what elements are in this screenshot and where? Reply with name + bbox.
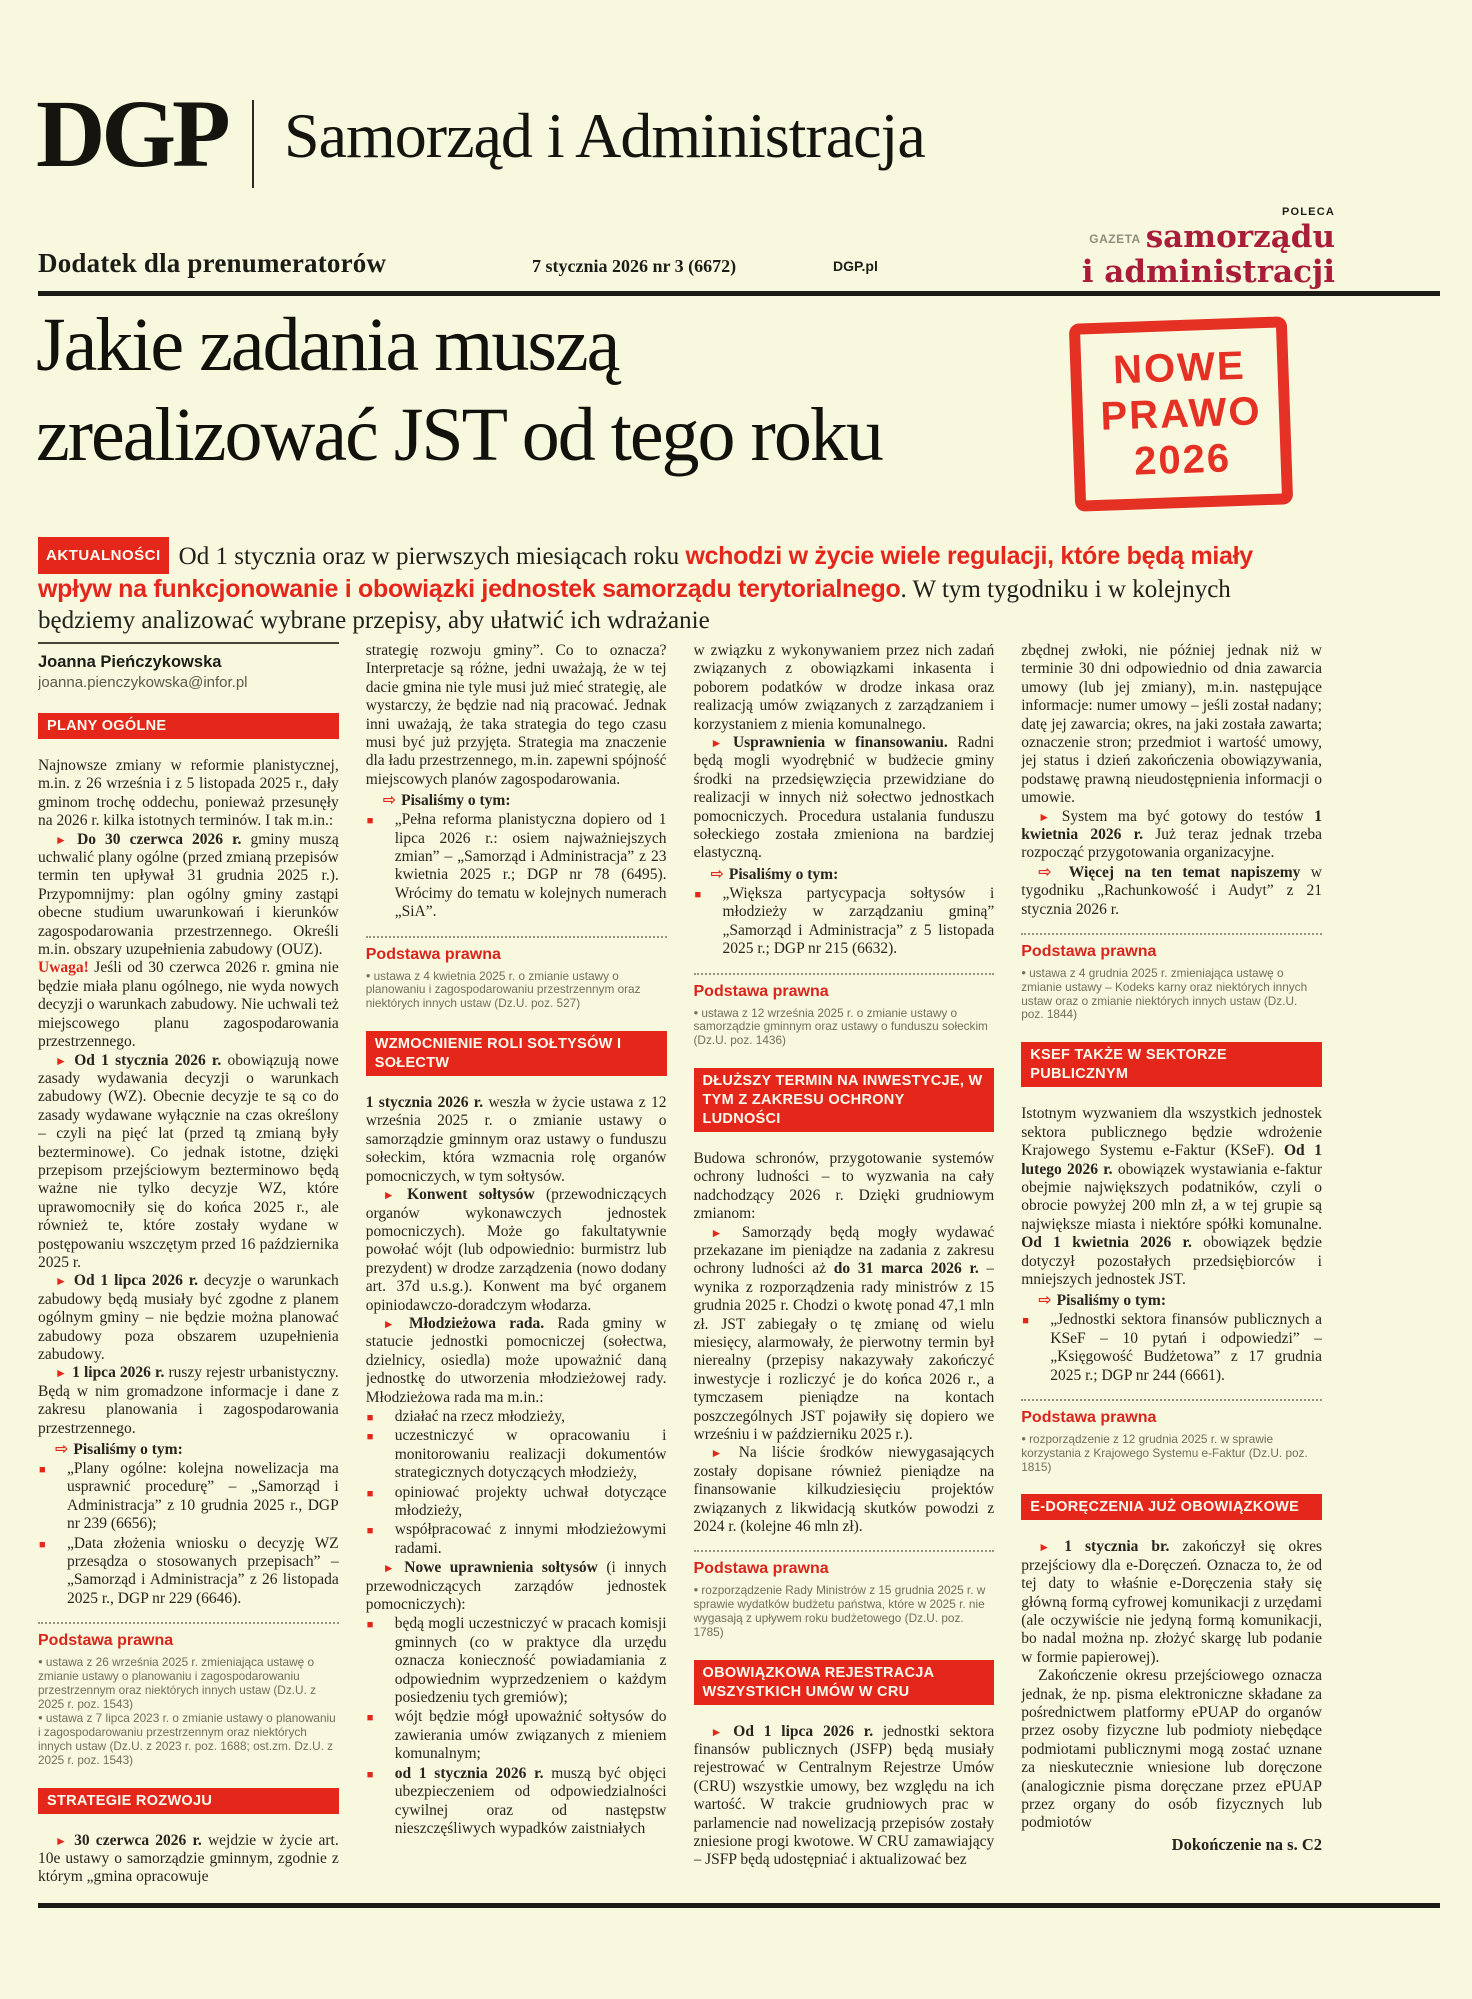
text-run: Już teraz jednak trzeba rozpocząć przygotowania organizacyjne. (1021, 826, 1322, 862)
text-run: Jeśli od 30 czerwca 2026 r. gmina nie będzie miała planu ogólnego, nie wyda nowych decyzji o warunkach zabudowy. Nie uchwali też miejscowego planu zagospodarowania przestrzennego. (38, 959, 339, 1051)
article-columns (38, 642, 1322, 1900)
pisalismy-label: Pisaliśmy o tym: (1056, 1292, 1167, 1310)
list-item (366, 1427, 667, 1482)
text-run: wejdzie w życie art. 10e ustawy o samorządzie gminnym, zgodnie z którym „gmina opracowuje (38, 1831, 339, 1886)
legal-basis-title: Podstawa prawna (693, 982, 829, 1000)
paragraph (694, 1444, 995, 1536)
legal-basis-block (694, 973, 995, 1048)
arrow-right-icon: ⇨ (1038, 861, 1064, 881)
bold-text: do 31 marca 2026 r. (833, 1260, 979, 1278)
legal-basis-title: Podstawa prawna (1021, 943, 1157, 961)
paragraph (1021, 1538, 1322, 1667)
square-bullet-icon: ■ (366, 1619, 374, 1632)
legal-basis-title: Podstawa prawna (38, 1632, 174, 1650)
text-run: strategię rozwoju gminy”. Co to oznacza? Interpretacje są różne, jedni uważają, że w tej dacie gmina nie tyle musi już mieć strategię, ale wystarczy, że będzie nad nią pracować. Jednak inni uważają, że taka strategia do tego czasu musi być już przyjęta. Strategia ma znaczenie dla ładu przestrzennego, m.in. zapewni spójność miejscowych planów zagospodarowania. (365, 642, 667, 788)
lead-text (38, 543, 1253, 634)
reference-text (395, 811, 667, 920)
legal-basis-items (366, 969, 667, 1011)
paragraph (38, 1052, 339, 1273)
text-run: Zakończenie okresu przejściowego oznacza jednak, że np. pisma elektroniczne składane za pośrednictwem platformy ePUAP do organów przez osoby fizyczne lub podmioty niebędące podmiotami publicznymi mogą zostać uznane za nieskutecznie wniesione lub doręczone (analogicznie pisma doręczane przez ePUAP przez organy do osób fizycznych lub podmiotów (1021, 1667, 1322, 1832)
paragraph (38, 1364, 339, 1438)
text-run: Radni będą mogli wyodrębnić w budżecie gminy środki na przedsięwzięcia przewidziane do realizacji w innych niż sołectwo jednostkach pomocniczych. Procedura ustalania funduszu sołeckiego została zmieniona na bardziej elastyczną. (693, 734, 995, 862)
bold-text: Nowe uprawnienia sołtysów (404, 1559, 598, 1577)
author-name: Joanna Pieńczykowska (38, 653, 222, 671)
list-item (366, 1484, 667, 1521)
triangle-bullet-icon: ► (55, 1833, 75, 1848)
text-run: Istotnym wyzwaniem dla wszystkich jednostek sektora publicznego będzie wdrożenie Krajowego Systemu e-Faktur (KSeF). (1021, 1105, 1322, 1160)
stamp-line3: 2026 (1133, 436, 1232, 484)
text-run: (przewodniczących organów wykonawczych jednostek pomocniczych). Może go fakultatywnie powołać wójt (lub odpowiednio: burmistrz lub prezydent) w drodze zarządzenia (nowo dodany art. 37d u.s.g.). Konwent ma być organem opiniodawczo-doradczym włodarza. (365, 1186, 667, 1314)
text-run: w związku z wykonywaniem przez nich zadań związanych z obowiązkami inkasenta i poborem podatków w drodze inkasa oraz realizacją umów związanych z zarządzaniem i korzystaniem z mienia komunalnego. (693, 642, 995, 733)
text-run: „Większa partycypacja sołtysów i młodzieży w zarządzaniu gminą” „Samorząd i Administracja” z 5 listopada 2025 r.; DGP nr 215 (6632). (722, 884, 995, 958)
bold-text: Od 1 stycznia 2026 r. (74, 1051, 222, 1069)
list-item-text (395, 1765, 667, 1837)
legal-basis-items (1021, 1432, 1322, 1474)
gazeta-word: GAZETA (1089, 232, 1141, 246)
text-run: muszą być objęci ubezpieczeniem od odpowiedzialności cywilnej oraz od następstw nieszczęśliwych wypadków zaistniałych (394, 1764, 667, 1837)
aktualnosci-badge: AKTUALNOŚCI (38, 537, 169, 574)
paragraph (694, 734, 995, 863)
triangle-bullet-icon: ► (1038, 809, 1062, 824)
column-3 (694, 642, 995, 1900)
text-run: „Plany ogólne: kolejna nowelizacja ma usprawnić procedurę” – „Samorząd i Administracja” z 10 grudnia 2025 r., DGP nr 239 (6656); (67, 1460, 339, 1533)
triangle-bullet-icon: ► (382, 1316, 410, 1331)
paragraph (694, 1723, 995, 1870)
dot-bullet-icon: ● (693, 1585, 699, 1595)
triangle-bullet-icon: ► (710, 1724, 734, 1739)
section-header-strategie-rozwoju: STRATEGIE ROZWOJU (38, 1788, 339, 1814)
text-run: „Data złożenia wniosku o decyzję WZ przesądza o stosowanych przepisach” – „Samorząd i Administracja” z 26 listopada 2025 r., DGP nr 229 (6646). (67, 1534, 339, 1607)
red-bold-text: Uwaga! (38, 959, 89, 977)
dgp-logo: DGP (36, 80, 227, 187)
arrow-right-icon: ⇨ (382, 790, 397, 810)
list-item (366, 1408, 667, 1426)
text-run: obowiązek będzie dotyczył pozostałych przedsiębiorców i mniejszych jednostek JST. (1021, 1234, 1322, 1288)
legal-basis-title: Podstawa prawna (693, 1560, 829, 1578)
masthead-divider (252, 100, 254, 188)
square-bullet-icon: ■ (366, 1431, 374, 1444)
section-header-ksef: KSEF TAKŻE W SEKTORZE PUBLICZNYM (1021, 1042, 1322, 1087)
triangle-bullet-icon: ► (55, 832, 78, 847)
text-run: Samorządy będą mogły wydawać przekazane im pieniądze na zadania z zakresu ochrony ludności aż (693, 1223, 995, 1278)
reference-text (67, 1535, 339, 1607)
logo-line1: samorządu (1145, 219, 1335, 255)
dot-bullet-icon: ● (693, 1007, 699, 1017)
legal-basis-block (38, 1622, 339, 1767)
text-run: opiniować projekty uchwał dotyczące młodzieży, (394, 1483, 667, 1520)
pisalismy-label: Pisaliśmy o tym: (73, 1441, 183, 1459)
list-item (366, 1765, 667, 1839)
paragraph (366, 642, 667, 789)
pisalismy-heading (1038, 1290, 1322, 1310)
pisalismy-label: Pisaliśmy o tym: (728, 865, 839, 883)
text-run: weszła w życie ustawa z 12 września 2025 r. o zmianie ustawy o samorządzie gminnym oraz ustawy o funduszu sołeckim, która wzmacnia rolę organów pomocniczych, w tym sołtysów. (365, 1094, 667, 1185)
legal-basis-title: Podstawa prawna (365, 945, 501, 963)
legal-basis-block (366, 936, 667, 1011)
bottom-rule (38, 1903, 1440, 1908)
reference-item (1021, 1311, 1322, 1385)
paragraph (366, 1186, 667, 1315)
column-4 (1021, 642, 1322, 1900)
list-item-text (395, 1708, 667, 1762)
header-rule (38, 291, 1440, 296)
bold-text: 30 czerwca 2026 r. (74, 1831, 202, 1849)
legal-item: ● ustawa z 26 września 2025 r. zmieniająca ustawę o zmianie ustawy o planowaniu i zagospodarowaniu przestrzennym oraz niektórych innych ustaw (Dz.U. z 2025 r. poz. 1543) (38, 1655, 316, 1711)
list-item-text (395, 1521, 667, 1556)
text-run: ruszy rejestr urbanistyczny. Będą w nim gromadzone informacje i dane z zakresu planowania i zagospodarowania przestrzennego. (38, 1364, 339, 1437)
dot-bullet-icon: ● (38, 1713, 43, 1723)
legal-item: ● ustawa z 7 lipca 2023 r. o zmianie ustawy o planowaniu i zagospodarowaniu przestrzennym oraz niektórych innych ustaw (Dz.U. z 2023 r. poz. 1688; ost.zm. Dz.U. z 2025 r. poz. 1543) (38, 1711, 336, 1767)
arrow-right-icon: ⇨ (1038, 1290, 1052, 1310)
nowe-prawo-2026-stamp (1069, 316, 1293, 511)
bold-text: Do 30 czerwca 2026 r. (77, 830, 242, 848)
section-header-rejestracja-cru: OBOWIĄZKOWA REJESTRACJA WSZYSTKICH UMÓW W CRU (694, 1660, 995, 1705)
continuation-note: Dokończenie na s. C2 (1171, 1834, 1322, 1854)
headline-line1: Jakie zadania muszą (36, 303, 619, 387)
author-email[interactable]: joanna.pienczykowska@infor.pl (38, 674, 248, 691)
text-run: w tygodniku „Rachunkowość i Audyt” z 21 stycznia 2026 r. (1021, 863, 1322, 918)
text-run: (i innych przewodniczących zarządów jednostek pomocniczych): (365, 1559, 667, 1614)
bold-text: Od 1 kwietnia 2026 r. (1021, 1234, 1192, 1252)
column-2 (366, 642, 667, 1900)
paragraph (1021, 1105, 1322, 1289)
text-run: obowiązują nowe zasady wydawania decyzji o warunkach zabudowy (WZ). Obecnie decyzje te są co do zasady wydawane wyłącznie na czas określony – czyli na pięć lat (przed tą zmianą były bezterminowe). Co jednak istotne, dzięki przepisom przejściowym bezterminowo będą ważne nie tylko decyzje WZ, które uprawomocniły się do końca 2025 r., ale również te, które zostały wydane w postępowaniu wszczętym przed 16 października 2025 r. (38, 1051, 339, 1271)
list-item-text (395, 1615, 667, 1706)
reference-item (694, 885, 995, 959)
triangle-bullet-icon: ► (55, 1053, 75, 1068)
square-bullet-icon: ■ (366, 1487, 374, 1500)
text-run: współpracować z innymi młodzieżowymi radami. (394, 1521, 667, 1557)
square-bullet-icon: ■ (39, 1464, 46, 1477)
stamp-line1: NOWE (1112, 343, 1247, 393)
pisalismy-label: Pisaliśmy o tym: (401, 792, 511, 810)
bold-text: Młodzieżowa rada. (409, 1314, 545, 1332)
square-bullet-icon: ■ (694, 888, 702, 901)
bold-text: 1 stycznia br. (1064, 1538, 1170, 1556)
subscribers-supplement-label: Dodatek dla prenumeratorów (38, 248, 387, 278)
square-bullet-icon: ■ (366, 1712, 374, 1725)
text-run: System ma być gotowy do testów (1061, 807, 1315, 825)
list-item (366, 1521, 667, 1558)
paragraph (1021, 863, 1322, 919)
text-run: zakończył się okres przejściowy dla e-Doręczeń. Oznacza to, że od tej daty to właśnie e-Doręczenia stały się główną formą cyfrowej komunikacji z urzędami (ale oczywiście nie jedyną formą komunikacji, bo nadal można np. złożyć skargę lub podanie w formie papierowej). (1021, 1538, 1322, 1666)
text-run: zbędnej zwłoki, nie później jednak niż w terminie 30 dni odpowiednio od dnia zawarcia umowy (lub jej zmiany), m.in. następujące informacje: numer umowy – jeśli został nadany; datę jej zawarcia; okres, na jaki została zawarta; oznaczenie stron; przedmiot i wartość umowy, jej status i dzień zakończenia obowiązywania, podstawę prawną nieudostępnienia informacji o umowie. (1021, 642, 1322, 807)
triangle-bullet-icon: ► (55, 1366, 73, 1381)
text-run: wójt będzie mógł upoważnić sołtysów do zawierania umów związanych z mieniem komunalnym; (394, 1708, 667, 1763)
pisalismy-heading (711, 864, 995, 884)
paragraph (1021, 1667, 1322, 1833)
bold-text: Usprawnienia w finansowaniu. (732, 734, 948, 752)
paragraph (38, 757, 339, 831)
reference-item (38, 1460, 339, 1534)
square-bullet-icon: ■ (39, 1538, 46, 1551)
masthead-title: Samorząd i Administracja (284, 100, 925, 171)
text-run: Rada gminy w statucie jednostki pomocniczej (sołectwa, dzielnicy, osiedla) może upoważnić daną jednostkę do utworzenia młodzieżowej rady. Młodzieżowa rada ma m.in.: (365, 1314, 667, 1406)
subheader-row (38, 248, 1440, 288)
square-bullet-icon: ■ (1022, 1315, 1029, 1328)
section-header-edoreczenia: E-DORĘCZENIA JUŻ OBOWIĄZKOWE (1021, 1494, 1322, 1520)
paragraph (694, 642, 995, 734)
legal-item: ● ustawa z 4 kwietnia 2025 r. o zmianie ustawy o planowaniu i zagospodarowaniu przestrzennym oraz niektórych innych ustaw (Dz.U. poz. 527) (365, 968, 641, 1011)
text-run: będą mogli uczestniczyć w pracach komisji gminnych (co w praktyce dla urzędu oznacza konieczność powiadamiania z odpowiednim wyprzedzeniem o każdym posiedzeniu tych gremiów); (394, 1615, 667, 1707)
triangle-bullet-icon: ► (710, 736, 733, 751)
paragraph (694, 1150, 995, 1224)
reference-text (1050, 1311, 1322, 1383)
list-item-text (395, 1484, 667, 1519)
arrow-right-icon: ⇨ (55, 1439, 69, 1459)
dot-bullet-icon: ● (38, 1657, 43, 1667)
paragraph (366, 1315, 667, 1407)
list-item (366, 1708, 667, 1763)
triangle-bullet-icon: ► (1038, 1540, 1065, 1555)
paragraph (38, 959, 339, 1051)
bold-text: Od 1 lipca 2026 r. (73, 1272, 199, 1290)
text-run: „Pełna reforma planistyczna dopiero od 1 lipca 2026 r.: osiem najważniejszych zmian” – „Samorząd i Administracja” z 23 kwietnia 2025 r.; DGP nr 78 (6495). Wrócimy do tematu w kolejnych numerach „SiA”. (394, 811, 667, 921)
column-1 (38, 642, 339, 1900)
bold-text: 1 stycznia 2026 r. (365, 1094, 484, 1112)
legal-basis-block (1021, 1399, 1322, 1474)
square-bullet-icon: ■ (366, 1411, 374, 1424)
bold-text: Więcej na ten temat napiszemy (1068, 863, 1301, 881)
list-item-text (395, 1427, 667, 1481)
paragraph (694, 1224, 995, 1445)
bold-text: Od 1 lipca 2026 r. (733, 1722, 874, 1740)
legal-basis-items (38, 1655, 339, 1767)
legal-item: ● rozporządzenie Rady Ministrów z 15 grudnia 2025 r. w sprawie wydatków budżetu państwa, które w 2025 r. nie wygasają z upływem roku budżetowego (Dz.U. poz. 1785) (693, 1583, 986, 1639)
paragraph (38, 1832, 339, 1887)
text-run: decyzje o warunkach zabudowy będą musiały być zgodne z planem ogólnym gminy – nie będzie można planować zabudowy poza obszarem uzupełnienia zabudowy. (38, 1272, 339, 1363)
text-run: działać na rzecz młodzieży, (394, 1407, 565, 1425)
text-run: – wynika z rozporządzenia rady ministrów z 15 grudnia 2025 r. Chodzi o kwotę ponad 47,1 mln zł. JST zabiegały o tę zmianę od wielu miesięcy, alarmowały, że pierwotny termin był nierealny (przepisy nakazywały zakończyć inwestycje i rozliczyć je do końca 2026 r., a tymczasem pieniądze na kontach poszczególnych JST pojawiły się dopiero we wrześniu i w październiku 2025 r.). (693, 1260, 995, 1443)
dot-bullet-icon: ● (1021, 1433, 1027, 1443)
stamp-line2: PRAWO (1099, 389, 1263, 439)
section-header-dluzszy-termin: DŁUŻSZY TERMIN NA INWESTYCJE, W TYM Z ZAKRESU OCHRONY LUDNOŚCI (694, 1068, 995, 1132)
triangle-bullet-icon: ► (55, 1274, 74, 1289)
section-header-soltysi: WZMOCNIENIE ROLI SOŁTYSÓW I SOŁECTW (366, 1031, 667, 1076)
paragraph (1021, 642, 1322, 808)
legal-basis-items (1021, 966, 1322, 1022)
text-run: „Jednostki sektora finansów publicznych a KSeF – 10 pytań i odpowiedzi” – „Księgowość Budżetowa” z 17 grudnia 2025 r.; DGP nr 244 (6661). (1050, 1311, 1322, 1384)
legal-basis-block (694, 1550, 995, 1639)
logo-line2: i administracji (1081, 254, 1335, 290)
lead-paragraph (38, 537, 1306, 637)
poleca-label: POLECA (1281, 206, 1335, 218)
text-run: gminy muszą uchwalić plany ogólne (przed zmianą przepisów termin ten upływał 31 grudnia 2025 r.). Przypomnijmy: plan ogólny gminy zastąpi obecne studium uwarunkowań i kierunków zagospodarowania przestrzennego. Określi m.in. obszary uzupełnienia zabudowy (OUZ). (38, 830, 339, 959)
pisalismy-heading (55, 1439, 339, 1459)
headline-line2: zrealizować JST od tego roku (36, 393, 882, 477)
reference-item (366, 811, 667, 921)
paragraph (366, 1094, 667, 1186)
dot-bullet-icon: ● (1021, 968, 1027, 978)
triangle-bullet-icon: ► (382, 1561, 405, 1576)
dgp-site-link[interactable]: DGP.pl (833, 258, 878, 274)
issue-date-number: 7 stycznia 2026 nr 3 (6672) (532, 256, 737, 276)
bold-text: 1 kwietnia 2026 r. (1021, 807, 1322, 844)
legal-basis-title: Podstawa prawna (1021, 1408, 1157, 1426)
paragraph (38, 831, 339, 960)
legal-basis-items (694, 1583, 995, 1639)
bold-text: Konwent sołtysów (407, 1186, 535, 1204)
arrow-right-icon: ⇨ (710, 863, 724, 883)
text-run: uczestniczyć w opracowaniu i monitorowaniu realizacji dokumentów strategicznych dotyczących młodzieży, (394, 1427, 667, 1482)
dot-bullet-icon: ● (365, 970, 371, 980)
list-item (366, 1615, 667, 1707)
pisalismy-heading (383, 790, 667, 810)
text-run: Od 1 stycznia oraz w pierwszych miesiącach roku (178, 543, 686, 570)
square-bullet-icon: ■ (366, 815, 374, 828)
legal-basis-block (1021, 933, 1322, 1022)
text-run: Na liście środków niewygasających zostały dopisane również pieniądze na finansowanie kilkudziesięciu projektów związanych z likwidacją skutków powodzi z 2024 r. (kolejne 46 mln zł). (693, 1444, 995, 1536)
byline (38, 642, 339, 691)
paragraph (38, 1272, 339, 1364)
text-run: jednostki sektora finansów publicznych (JSFP) będą musiały rejestrować w Centralnym Rejestrze Umów (CRU) wszystkie umowy, bez względu na ich wartość. W trakcie grudniowych prac w parlamencie nad nowelizacją przepisów zostały zniesione progi kwotowe. W CRU zamawiający – JSFP będą udostępniać i aktualizować bez (693, 1722, 995, 1869)
legal-item: ● ustawa z 4 grudnia 2025 r. zmieniająca ustawę o zmianie ustawy – Kodeks karny oraz niektórych innych ustaw oraz o zmianie niektórych innych ustaw (Dz.U. poz. 1844) (1021, 966, 1308, 1022)
text-run: obowiązek wystawiania e-faktur obejmie największych podatników, czyli o obrocie powyżej 200 mln zł, a w tej grupie są największe miasta i niektóre spółki komunalne. (1021, 1160, 1322, 1233)
paragraph (366, 1559, 667, 1614)
red-bold-text: wchodzi w życie wiele regulacji, które będą miały wpływ na funkcjonowanie i obowiązki jednostek samorządu terytorialnego (38, 542, 1253, 603)
bold-text: Od 1 lutego 2026 r. (1021, 1142, 1322, 1178)
text-run: . W tym tygodniku i w kolejnych będziemy analizować wybrane przepisy, aby ułatwić ich wdrażanie (38, 575, 1231, 634)
text-run: Budowa schronów, przygotowanie systemów ochrony ludności – to wyzwania na cały nadchodzący 2026 r. Dzięki grudniowym zmianom: (693, 1149, 995, 1223)
section-header-plany-ogolne: PLANY OGÓLNE (38, 713, 339, 739)
legal-item: ● rozporządzenie z 12 grudnia 2025 r. w sprawie korzystania z Krajowego Systemu e-Faktur (Dz.U. poz. 1815) (1021, 1431, 1308, 1474)
list-item-text (395, 1408, 565, 1425)
text-run: Najnowsze zmiany w reformie planistycznej, m.in. z 26 września i z 5 listopada 2025 r., dały gminom trochę oddechu, ponieważ przesunęły na 2026 r. kilka istotnych terminów. I tak m.in.: (38, 757, 339, 830)
legal-basis-items (694, 1006, 995, 1048)
reference-item (38, 1535, 339, 1609)
reference-text (67, 1460, 339, 1532)
triangle-bullet-icon: ► (710, 1446, 739, 1461)
reference-text (723, 885, 995, 957)
square-bullet-icon: ■ (366, 1768, 374, 1781)
main-headline (36, 300, 1066, 480)
bold-text: od 1 stycznia 2026 r. (394, 1764, 544, 1782)
triangle-bullet-icon: ► (382, 1188, 408, 1203)
bold-text: 1 lipca 2026 r. (72, 1364, 165, 1382)
legal-item: ● ustawa z 12 września 2025 r. o zmianie ustawy o samorządzie gminnym oraz ustawy o funduszu sołeckim (Dz.U. poz. 1436) (693, 1005, 988, 1048)
square-bullet-icon: ■ (366, 1525, 374, 1538)
triangle-bullet-icon: ► (710, 1225, 742, 1240)
paragraph (1021, 808, 1322, 863)
